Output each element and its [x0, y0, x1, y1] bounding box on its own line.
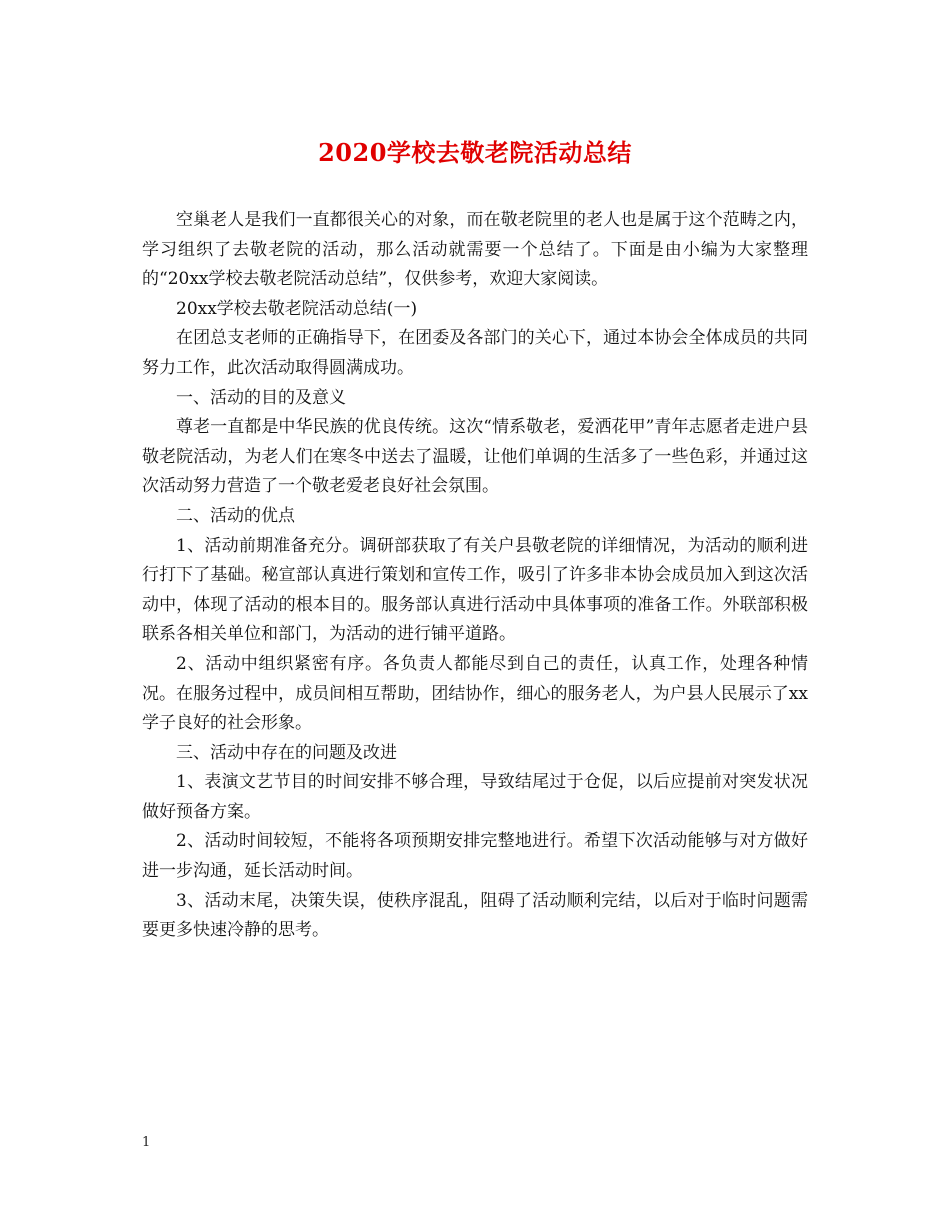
section-heading-strengths: 二、活动的优点: [176, 505, 295, 526]
section-heading-problems: 三、活动中存在的问题及改进: [176, 742, 397, 763]
paragraph-overview: 在团总支老师的正确指导下，在团委及各部门的关心下，通过本协会全体成员的共同努力工作，此次活动取得圆满成功。: [142, 328, 808, 378]
paragraph-purpose: 尊老一直都是中华民族的优良传统。这次“情系敬老，爱洒花甲”青年志愿者走进户县敬老院活动，为老人们在寒冬中送去了温暖，让他们单调的生活多了一些色彩，并通过这次活动努力营造了一个敬老爱老良好社会氛围。: [142, 417, 808, 497]
section-heading-summary-one: 20xx学校去敬老院活动总结(一): [176, 298, 418, 319]
paragraph-problem-2: 2、活动时间较短，不能将各项预期安排完整地进行。希望下次活动能够与对方做好进一步沟通，延长活动时间。: [142, 831, 808, 882]
section-heading-purpose: 一、活动的目的及意义: [176, 387, 346, 408]
paragraph-strength-2: 2、活动中组织紧密有序。各负责人都能尽到自己的责任，认真工作，处理各种情况。在服务过程中，成员间相互帮助，团结协作，细心的服务老人，为户县人民展示了xx学子良好的社会形象。: [142, 653, 808, 734]
document-title: 2020学校去敬老院活动总结: [318, 138, 632, 167]
document-body: [142, 206, 808, 946]
page-number: 1: [142, 1135, 151, 1150]
paragraph-strength-1: 1、活动前期准备充分。调研部获取了有关户县敬老院的详细情况，为活动的顺利进行打下了基础。秘宣部认真进行策划和宣传工作，吸引了许多非本协会成员加入到这次活动中，体现了活动的根本目的。服务部认真进行活动中具体事项的准备工作。外联部积极联系各相关单位和部门，为活动的进行铺平道路。: [142, 535, 808, 645]
paragraph-intro: 空巢老人是我们一直都很关心的对象，而在敬老院里的老人也是属于这个范畴之内，学习组织了去敬老院的活动，那么活动就需要一个总结了。下面是由小编为大家整理的“20xx学校去敬老院活动总结”，仅供参考，欢迎大家阅读。: [142, 210, 808, 290]
paragraph-problem-1: 1、表演文艺节目的时间安排不够合理，导致结尾过于仓促，以后应提前对突发状况做好预备方案。: [142, 772, 808, 822]
paragraph-problem-3: 3、活动末尾，决策失误，使秩序混乱，阻碍了活动顺利完结，以后对于临时问题需要更多快速冷静的思考。: [142, 890, 808, 941]
